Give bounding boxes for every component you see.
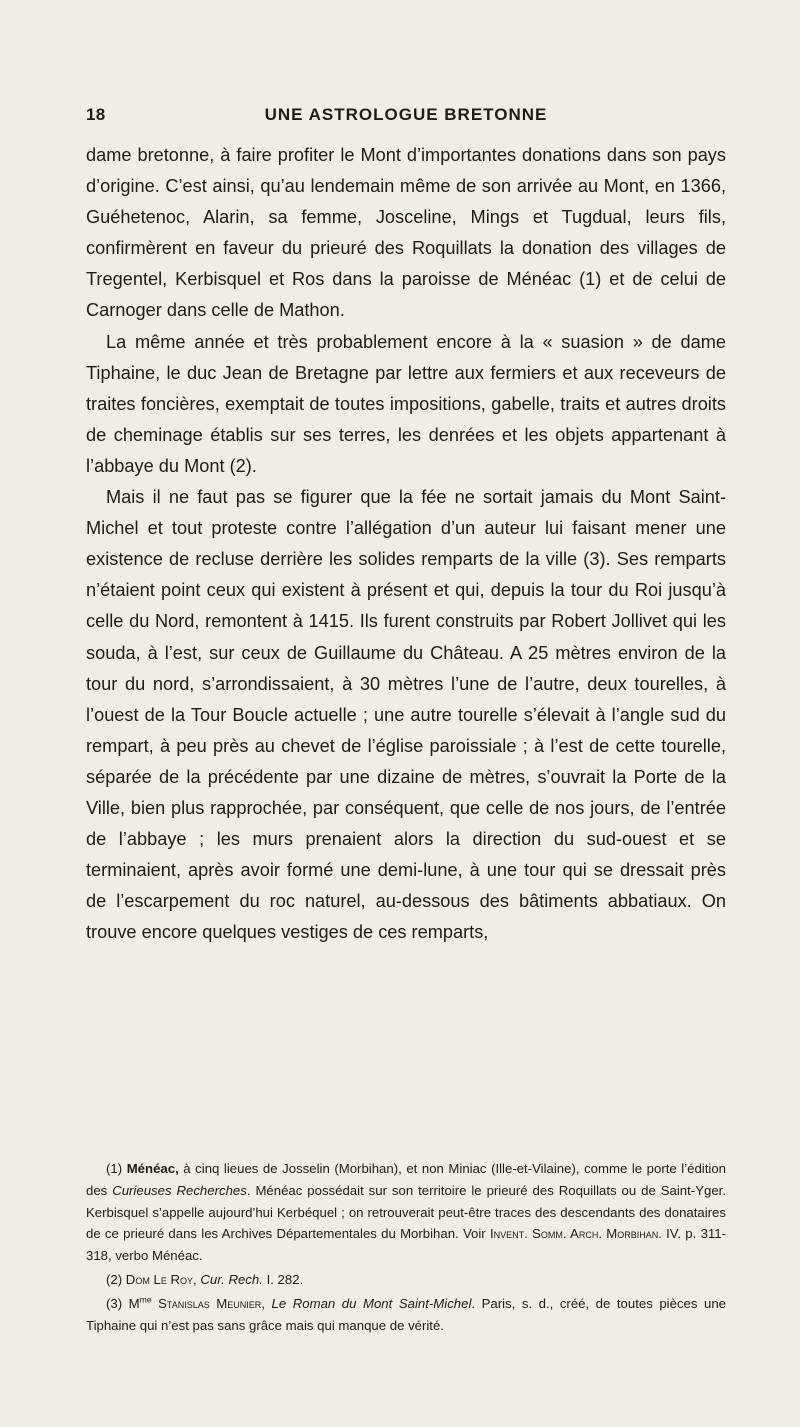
footnote-author-prefix: M xyxy=(128,1295,140,1311)
body-paragraph: La même année et très probablement encore à la « suasion » de dame Tiphaine, le duc Jean de Bretagne par lettre aux fermiers et aux receveurs de traites foncières, exemptait de toutes impositions, gabelle, traits et autres droits de cheminage établis sur ses terres, les denrées et les objets appartenant à l’abbaye du Mont (2). xyxy=(86,331,726,476)
footnote-reference: Invent. Somm. Arch. Morbihan. xyxy=(489,1226,662,1242)
footnote-text: . Paris, s. d., créé, de toutes pièces une Tiphaine qui n’est pas sans grâce mais qui manque de vérité. xyxy=(86,1295,727,1333)
footnote-3 xyxy=(86,1293,726,1337)
page-header xyxy=(86,95,726,125)
footnote-author-superscript: me xyxy=(139,1294,152,1305)
footnote-marker: (1) xyxy=(106,1161,123,1176)
footnote-marker: (3) xyxy=(106,1295,123,1311)
footnote-author: Stanislas Meunier, xyxy=(151,1295,265,1311)
footnote-title: Curieuses Recherches xyxy=(112,1182,247,1198)
footnotes xyxy=(86,1158,726,1336)
footnote-title: Le Roman du Mont Saint-Michel xyxy=(271,1295,472,1311)
footnote-marker: (2) xyxy=(106,1271,123,1287)
footnote-2 xyxy=(86,1269,726,1291)
body-paragraph: dame bretonne, à faire profiter le Mont d’importantes donations dans son pays d’origine. C’est ainsi, qu’au lendemain même de son arrivée au Mont, en 1366, Guéhetenoc, Alarin, sa femme, Josceline, Mings et Tugdual, leurs fils, confirmèrent en faveur du prieuré des Roquillats la donation des villages de Tregentel, Kerbisquel et Ros dans la paroisse de Ménéac (1) et de celui de Carnoger dans celle de Mathon. xyxy=(86,145,726,321)
footnote-text: . Ménéac possédait sur son territoire le prieuré des Roquillats ou de Saint-Yger. Kerbisquel s’appelle aujourd’hui Kerbéquel ; on retrouverait peut-être traces des descendants des donataires de ce prieuré dans les Archives Départementales du Morbihan. Voir xyxy=(86,1182,726,1242)
page-number: 18 xyxy=(86,105,106,124)
footnote-1 xyxy=(86,1158,726,1267)
body-paragraph: Mais il ne faut pas se figurer que la fée ne sortait jamais du Mont Saint-Michel et tout proteste contre l’allégation d’un auteur lui faisant mener une existence de recluse derrière les solides remparts de la ville (3). Ses remparts n’étaient point ceux qui existent à présent et qui, depuis la tour du Roi jusqu’à celle du Nord, remontent à 1415. Ils furent construits par Robert Jollivet qui les souda, à l’est, sur ceux de Guillaume du Château. A 25 mètres environ de la tour du nord, s’arrondissaient, à 30 mètres l’une de l’autre, deux tourelles, à l’ouest de la Tour Boucle actuelle ; une autre tourelle s’élevait à l’angle sud du rempart, à peu près au chevet de l’église paroissiale ; à l’est de cette tourelle, séparée de la précédente par une dizaine de mètres, s’ouvrait la Porte de la Ville, bien plus rapprochée, par conséquent, que celle de nos jours, de l’entrée de l’abbaye ; les murs prenaient alors la direction du sud-ouest et se terminaient, après avoir formé une demi-lune, à une tour qui se dressait près de l’escarpement du roc naturel, au-dessous des bâtiments abbatiaux. On trouve encore quelques vestiges de ces remparts, xyxy=(86,487,726,943)
running-title: UNE ASTROLOGUE BRETONNE xyxy=(264,105,548,124)
footnote-title: Cur. Rech. xyxy=(200,1271,263,1287)
footnote-text: IV. p. 311-318, verbo Ménéac. xyxy=(86,1226,726,1264)
footnote-author: Dom Le Roy, xyxy=(125,1271,197,1287)
footnote-lead: Ménéac, xyxy=(126,1161,179,1176)
main-text xyxy=(86,140,726,948)
footnote-text: à cinq lieues de Josselin (Morbihan), et non Miniac (Ille-et-Vilaine), comme le porte l’édition des xyxy=(86,1161,726,1198)
footnote-text: I. 282. xyxy=(262,1271,304,1287)
